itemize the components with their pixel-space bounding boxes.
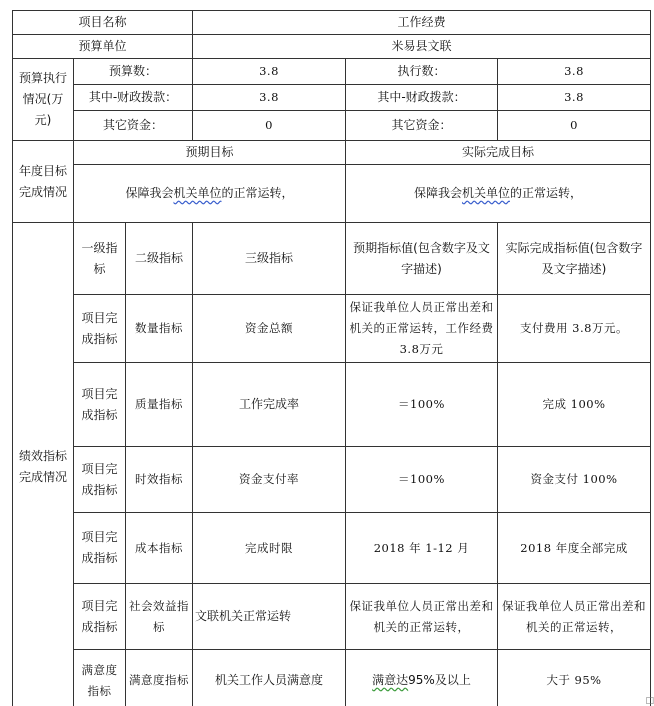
level3-column-header: 三级指标 bbox=[193, 223, 346, 295]
table-row bbox=[13, 295, 651, 363]
expected-value-column-header: 预期指标值(包含数字及文字描述) bbox=[346, 223, 498, 295]
level1-column-header: 一级指标 bbox=[74, 223, 126, 295]
expected-goal-header: 预期目标 bbox=[74, 141, 346, 165]
budget-unit-value: 米易县文联 bbox=[193, 35, 651, 59]
level1-cell: 项目完成指标 bbox=[74, 295, 126, 363]
expected-goal-underlined: 机关单位 bbox=[173, 186, 222, 200]
table-row bbox=[13, 650, 651, 706]
expected-goal-prefix: 保障我会 bbox=[125, 186, 174, 200]
expected-goal-suffix: 的正常运转， bbox=[221, 186, 294, 200]
level3-cell: 文联机关正常运转 bbox=[193, 584, 346, 650]
annual-goal-header-row bbox=[13, 141, 651, 165]
fiscal-budget-label: 其中-财政拨款： bbox=[74, 85, 193, 111]
table-row bbox=[13, 447, 651, 513]
level3-cell: 资金总额 bbox=[193, 295, 346, 363]
level1-cell: 项目完成指标 bbox=[74, 513, 126, 584]
level2-column-header: 二级指标 bbox=[126, 223, 193, 295]
level3-cell: 工作完成率 bbox=[193, 363, 346, 447]
actual-value-column-header: 实际完成指标值(包含数字及文字描述) bbox=[498, 223, 651, 295]
level2-cell: 时效指标 bbox=[126, 447, 193, 513]
budget-unit-row bbox=[13, 35, 651, 59]
performance-report-table bbox=[12, 10, 651, 706]
satisfaction-suffix-text: 95%及以上 bbox=[408, 673, 471, 687]
actual-value-cell: 完成 100% bbox=[498, 363, 651, 447]
fiscal-budget-row bbox=[13, 85, 651, 111]
indicator-header-row bbox=[13, 223, 651, 295]
budget-amount-value: 3.8 bbox=[193, 59, 346, 85]
level3-cell: 完成时限 bbox=[193, 513, 346, 584]
expected-value-cell: 保证我单位人员正常出差和机关的正常运转，工作经费 3.8万元 bbox=[346, 295, 498, 363]
expected-value-cell bbox=[346, 650, 498, 706]
budget-amount-row bbox=[13, 59, 651, 85]
execution-amount-value: 3.8 bbox=[498, 59, 651, 85]
level3-cell: 机关工作人员满意度 bbox=[193, 650, 346, 706]
actual-goal-underlined: 机关单位 bbox=[461, 186, 510, 200]
budget-execution-section-label: 预算执行情况(万元) bbox=[13, 59, 74, 141]
execution-amount-label: 执行数： bbox=[346, 59, 498, 85]
project-name-value: 工作经费 bbox=[193, 11, 651, 35]
expected-value-cell: 2018 年 1-12 月 bbox=[346, 513, 498, 584]
level2-cell: 社会效益指标 bbox=[126, 584, 193, 650]
actual-goal-header: 实际完成目标 bbox=[346, 141, 651, 165]
level3-cell: 资金支付率 bbox=[193, 447, 346, 513]
expected-goal-text bbox=[74, 165, 346, 223]
table-row bbox=[13, 584, 651, 650]
level1-cell: 项目完成指标 bbox=[74, 584, 126, 650]
actual-value-cell: 保证我单位人员正常出差和机关的正常运转， bbox=[498, 584, 651, 650]
actual-value-cell: 支付费用 3.8万元。 bbox=[498, 295, 651, 363]
annual-goal-content-row bbox=[13, 165, 651, 223]
budget-unit-label: 预算单位 bbox=[13, 35, 193, 59]
fiscal-execution-value: 3.8 bbox=[498, 85, 651, 111]
fiscal-budget-value: 3.8 bbox=[193, 85, 346, 111]
level2-cell: 成本指标 bbox=[126, 513, 193, 584]
performance-indicators-section-label: 绩效指标完成情况 bbox=[13, 223, 74, 706]
actual-goal-prefix: 保障我会 bbox=[413, 186, 462, 200]
level2-cell: 数量指标 bbox=[126, 295, 193, 363]
actual-goal-suffix: 的正常运转， bbox=[510, 186, 583, 200]
level1-cell: 项目完成指标 bbox=[74, 447, 126, 513]
budget-amount-label: 预算数： bbox=[74, 59, 193, 85]
project-name-row bbox=[13, 11, 651, 35]
level1-cell: 满意度指标 bbox=[74, 650, 126, 706]
other-funds-row bbox=[13, 111, 651, 141]
other-funds-label: 其它资金： bbox=[74, 111, 193, 141]
level2-cell: 满意度指标 bbox=[126, 650, 193, 706]
page-corner-mark: □ bbox=[645, 696, 654, 706]
level1-cell: 项目完成指标 bbox=[74, 363, 126, 447]
other-funds-value: 0 bbox=[193, 111, 346, 141]
fiscal-execution-label: 其中-财政拨款： bbox=[346, 85, 498, 111]
table-row bbox=[13, 513, 651, 584]
expected-value-cell: ＝100% bbox=[346, 447, 498, 513]
annual-goal-section-label: 年度目标完成情况 bbox=[13, 141, 74, 223]
expected-value-cell: ＝100% bbox=[346, 363, 498, 447]
table-row bbox=[13, 363, 651, 447]
satisfaction-underlined-text: 满意达 bbox=[372, 673, 409, 687]
project-name-label: 项目名称 bbox=[13, 11, 193, 35]
other-execution-label: 其它资金： bbox=[346, 111, 498, 141]
expected-value-cell: 保证我单位人员正常出差和机关的正常运转， bbox=[346, 584, 498, 650]
actual-value-cell: 资金支付 100% bbox=[498, 447, 651, 513]
actual-value-cell: 大于 95% bbox=[498, 650, 651, 706]
actual-goal-text bbox=[346, 165, 651, 223]
actual-value-cell: 2018 年度全部完成 bbox=[498, 513, 651, 584]
level2-cell: 质量指标 bbox=[126, 363, 193, 447]
other-execution-value: 0 bbox=[498, 111, 651, 141]
